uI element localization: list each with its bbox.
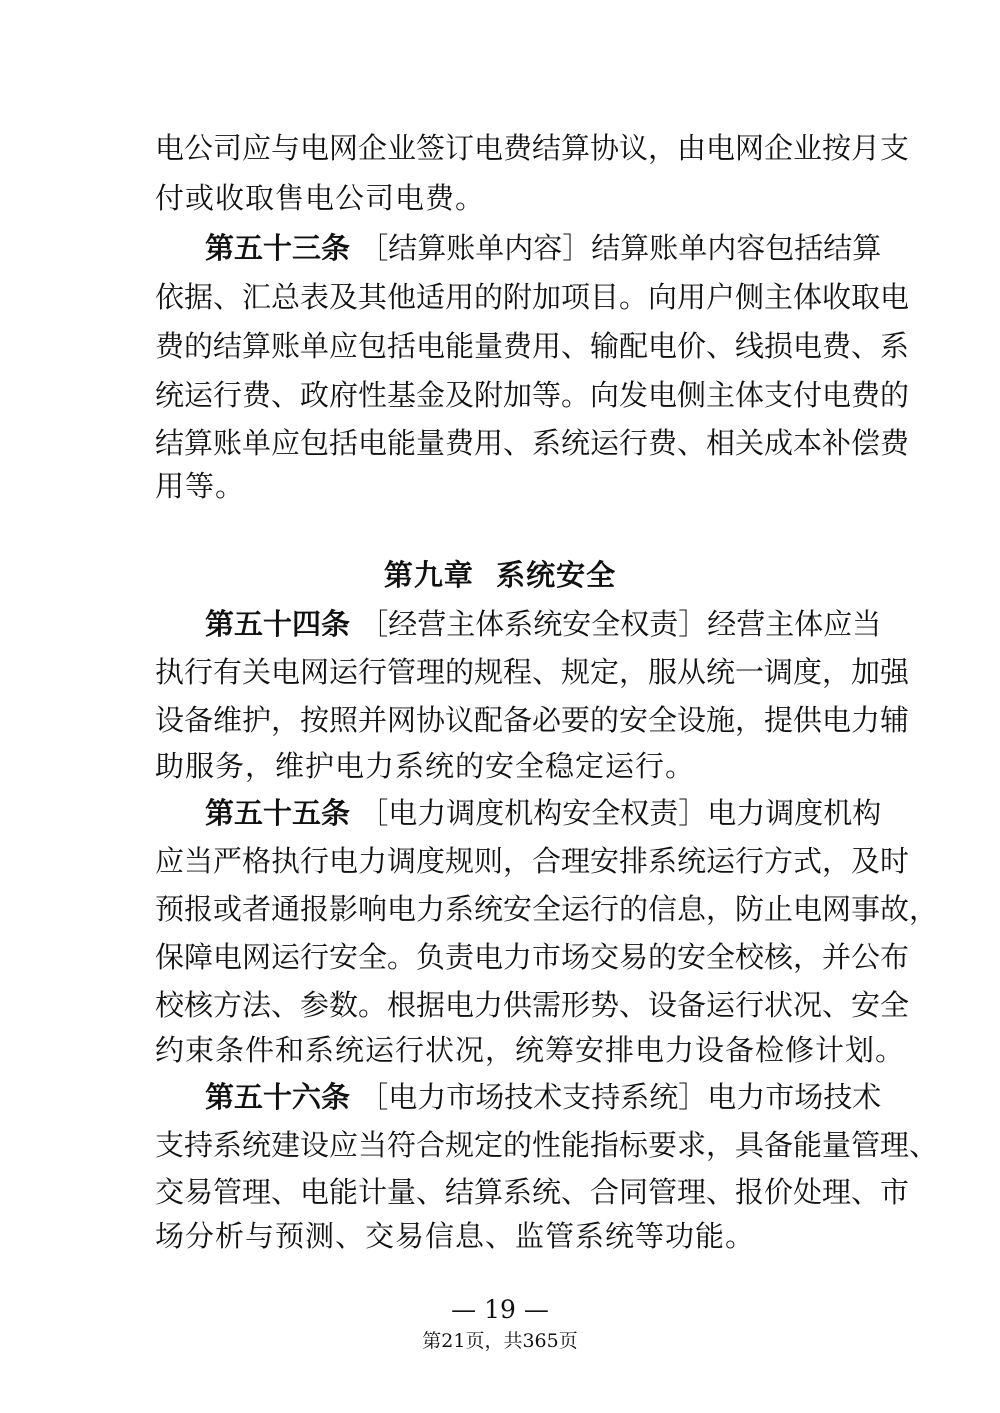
paragraph-line: 校核方法、参数。根据电力供需形势、设备运行状况、安全 [155, 988, 910, 1022]
paragraph-line: 电公司应与电网企业签订电费结算协议，由电网企业按月支 [155, 131, 910, 165]
page-count: 第21页，共365页 [422, 1330, 578, 1352]
paragraph-line: 支持系统建设应当符合规定的性能指标要求，具备能量管理、 [155, 1128, 939, 1162]
paragraph-line: 助服务，维护电力系统的安全稳定运行。 [155, 749, 696, 783]
paragraph-line: 约束条件和系统运行状况，统筹安排电力设备检修计划。 [155, 1033, 906, 1067]
paragraph-line: 费的结算账单应包括电能量费用、输配电价、线损电费、系 [155, 329, 910, 363]
paragraph-line: 场分析与预测、交易信息、监管系统等功能。 [155, 1219, 756, 1253]
paragraph-line: 付或收取售电公司电费。 [155, 181, 486, 215]
article-text: ［结算账单内容］结算账单内容包括结算 [359, 231, 882, 265]
article-56-first-line [205, 1077, 882, 1117]
paragraph-line: 交易管理、电能计量、结算系统、合同管理、报价处理、市 [155, 1175, 910, 1209]
paragraph-line: 用等。 [155, 469, 246, 503]
article-number: 第五十六条 [205, 1080, 351, 1114]
paragraph-line: 设备维护，按照并网协议配备必要的安全设施，提供电力辅 [155, 703, 910, 737]
paragraph-line: 预报或者通报影响电力系统安全运行的信息，防止电网事故， [155, 892, 939, 926]
paragraph-line: 统运行费、政府性基金及附加等。向发电侧主体支付电费的 [155, 378, 910, 412]
paragraph-line: 保障电网运行安全。负责电力市场交易的安全校核，并公布 [155, 940, 910, 974]
paragraph-line: 应当严格执行电力调度规则，合理安排系统运行方式，及时 [155, 844, 910, 878]
article-54-first-line [205, 604, 882, 644]
article-53-first-line [205, 228, 882, 268]
paragraph-line: 执行有关电网运行管理的规程、规定，服从统一调度，加强 [155, 655, 910, 689]
article-number: 第五十五条 [205, 796, 351, 830]
article-55-first-line [205, 793, 882, 833]
article-number: 第五十三条 [205, 231, 351, 265]
article-text: ［经营主体系统安全权责］经营主体应当 [359, 607, 882, 641]
page-number: — 19 — [451, 1295, 549, 1324]
paragraph-line: 结算账单应包括电能量费用、系统运行费、相关成本补偿费 [155, 426, 910, 460]
article-text: ［电力市场技术支持系统］电力市场技术 [359, 1080, 882, 1114]
chapter-title: 第九章 系统安全 [383, 558, 617, 592]
article-text: ［电力调度机构安全权责］电力调度机构 [359, 796, 882, 830]
paragraph-line: 依据、汇总表及其他适用的附加项目。向用户侧主体收取电 [155, 280, 910, 314]
article-number: 第五十四条 [205, 607, 351, 641]
